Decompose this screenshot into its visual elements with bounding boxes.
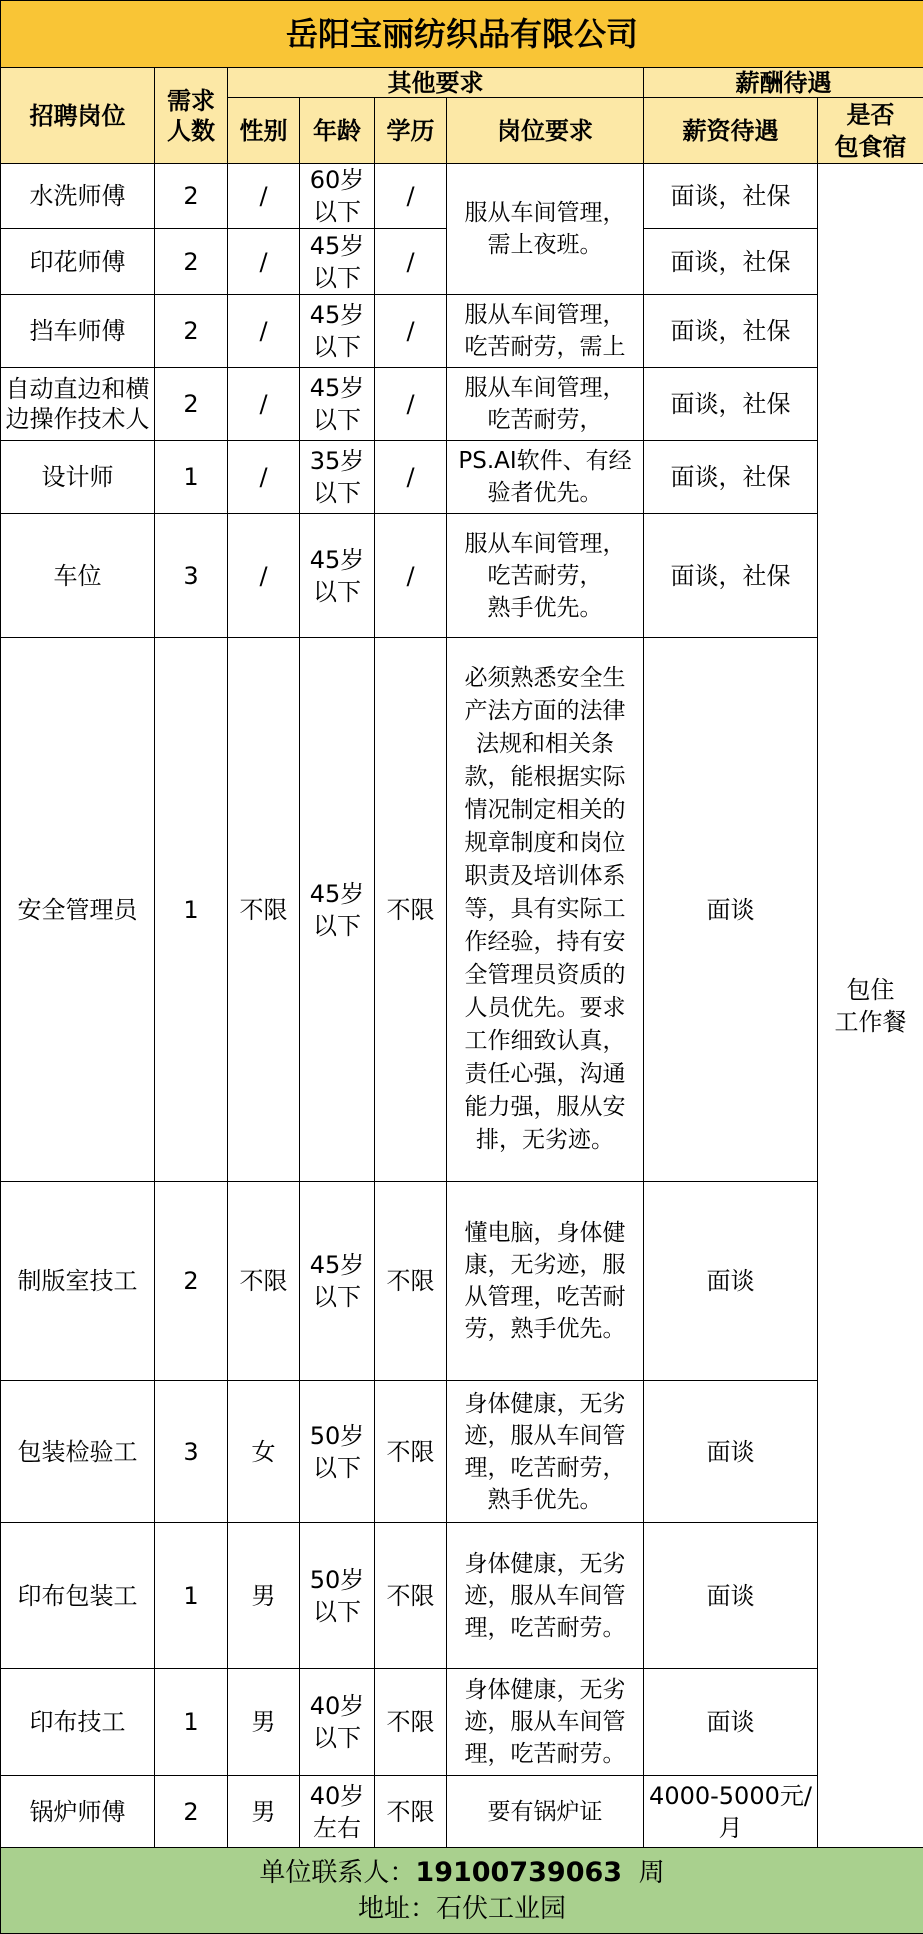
count-cell: 1 (155, 638, 228, 1182)
contact-line (5, 1855, 919, 1891)
gender-cell: / (228, 295, 300, 368)
header-requirements: 岗位要求 (447, 98, 644, 164)
salary-cell: 面谈，社保 (644, 295, 818, 368)
position-cell: 车位 (1, 514, 155, 638)
count-cell: 2 (155, 368, 228, 441)
table-row (1, 441, 923, 514)
education-cell: / (375, 164, 447, 229)
position-cell: 自动直边和横边操作技术人 (1, 368, 155, 441)
education-cell: / (375, 295, 447, 368)
count-cell: 2 (155, 164, 228, 229)
count-cell: 1 (155, 1669, 228, 1776)
gender-cell: / (228, 164, 300, 229)
position-cell: 制版室技工 (1, 1182, 155, 1381)
education-cell: 不限 (375, 1776, 447, 1848)
age-cell: 45岁 以下 (300, 514, 375, 638)
position-cell: 印布技工 (1, 1669, 155, 1776)
age-cell: 45岁 以下 (300, 295, 375, 368)
position-cell: 安全管理员 (1, 638, 155, 1182)
salary-cell: 面谈，社保 (644, 441, 818, 514)
header-row-1 (1, 68, 923, 98)
table-row (1, 1182, 923, 1381)
age-cell: 45岁 以下 (300, 1182, 375, 1381)
age-cell: 45岁 以下 (300, 368, 375, 441)
position-cell: 包装检验工 (1, 1381, 155, 1523)
salary-cell: 面谈，社保 (644, 514, 818, 638)
age-cell: 60岁 以下 (300, 164, 375, 229)
salary-cell: 面谈 (644, 1381, 818, 1523)
requirements-cell: 服从车间管理， 吃苦耐劳， 熟手优先。 (447, 514, 644, 638)
gender-cell: / (228, 368, 300, 441)
table-row (1, 514, 923, 638)
count-cell: 3 (155, 1381, 228, 1523)
education-cell: / (375, 229, 447, 295)
requirements-cell: 服从车间管理， 吃苦耐劳，需上 (447, 295, 644, 368)
position-cell: 印布包装工 (1, 1523, 155, 1669)
contact-phone: 19100739063 (415, 1857, 622, 1888)
header-pay-group: 薪酬待遇 (644, 68, 923, 98)
requirements-cell: 服从车间管理， 吃苦耐劳， (447, 368, 644, 441)
count-cell: 2 (155, 1776, 228, 1848)
gender-cell: 不限 (228, 638, 300, 1182)
requirements-cell: 身体健康，无劣迹，服从车间管理，吃苦耐劳。 (447, 1669, 644, 1776)
requirements-cell: PS.AI软件、有经 验者优先。 (447, 441, 644, 514)
header-other-requirements: 其他要求 (228, 68, 644, 98)
age-cell: 40岁 左右 (300, 1776, 375, 1848)
count-cell: 1 (155, 1523, 228, 1669)
salary-cell: 面谈 (644, 1523, 818, 1669)
requirements-cell: 身体健康，无劣迹，服从车间管理，吃苦耐劳，熟手优先。 (447, 1381, 644, 1523)
count-cell: 1 (155, 441, 228, 514)
table-row (1, 164, 923, 229)
contact-name: 周 (639, 1858, 665, 1888)
requirements-cell: 懂电脑，身体健康，无劣迹，服从管理，吃苦耐劳，熟手优先。 (447, 1182, 644, 1381)
gender-cell: / (228, 514, 300, 638)
header-salary: 薪资待遇 (644, 98, 818, 164)
salary-cell: 面谈 (644, 1669, 818, 1776)
requirements-cell: 要有锅炉证 (447, 1776, 644, 1848)
education-cell: / (375, 368, 447, 441)
gender-cell: 不限 (228, 1182, 300, 1381)
age-cell: 50岁 以下 (300, 1381, 375, 1523)
header-board: 是否 包食宿 (818, 98, 923, 164)
count-cell: 3 (155, 514, 228, 638)
position-cell: 印花师傅 (1, 229, 155, 295)
table-row (1, 1523, 923, 1669)
position-cell: 挡车师傅 (1, 295, 155, 368)
education-cell: 不限 (375, 1669, 447, 1776)
position-cell: 水洗师傅 (1, 164, 155, 229)
table-row (1, 1669, 923, 1776)
title-row (1, 1, 923, 68)
table-row (1, 1381, 923, 1523)
education-cell: / (375, 441, 447, 514)
salary-cell: 面谈，社保 (644, 229, 818, 295)
gender-cell: 男 (228, 1669, 300, 1776)
gender-cell: 男 (228, 1776, 300, 1848)
company-title: 岳阳宝丽纺织品有限公司 (1, 1, 923, 68)
gender-cell: / (228, 229, 300, 295)
salary-cell: 面谈 (644, 638, 818, 1182)
header-position: 招聘岗位 (1, 68, 155, 164)
header-count: 需求 人数 (155, 68, 228, 164)
age-cell: 40岁 以下 (300, 1669, 375, 1776)
address-line (5, 1891, 919, 1927)
contact-label: 单位联系人： (259, 1858, 415, 1888)
header-education: 学历 (375, 98, 447, 164)
contact-footer (1, 1848, 923, 1934)
table-row (1, 638, 923, 1182)
age-cell: 50岁 以下 (300, 1523, 375, 1669)
position-cell: 锅炉师傅 (1, 1776, 155, 1848)
age-cell: 35岁 以下 (300, 441, 375, 514)
address-label: 地址： (358, 1894, 436, 1924)
salary-cell: 面谈，社保 (644, 368, 818, 441)
count-cell: 2 (155, 295, 228, 368)
education-cell: 不限 (375, 1381, 447, 1523)
footer-row (1, 1848, 923, 1934)
salary-cell: 面谈 (644, 1182, 818, 1381)
salary-cell: 面谈，社保 (644, 164, 818, 229)
education-cell: 不限 (375, 638, 447, 1182)
education-cell: / (375, 514, 447, 638)
header-gender: 性别 (228, 98, 300, 164)
board-cell: 包住 工作餐 (818, 164, 923, 1848)
salary-cell: 4000-5000元/ 月 (644, 1776, 818, 1848)
age-cell: 45岁 以下 (300, 638, 375, 1182)
address-value: 石伏工业园 (436, 1894, 566, 1924)
position-cell: 设计师 (1, 441, 155, 514)
table-row (1, 295, 923, 368)
table-row (1, 368, 923, 441)
requirements-cell: 服从车间管理， 需上夜班。 (447, 164, 644, 295)
count-cell: 2 (155, 1182, 228, 1381)
age-cell: 45岁 以下 (300, 229, 375, 295)
gender-cell: 男 (228, 1523, 300, 1669)
education-cell: 不限 (375, 1182, 447, 1381)
count-cell: 2 (155, 229, 228, 295)
gender-cell: / (228, 441, 300, 514)
requirements-cell: 必须熟悉安全生产法方面的法律法规和相关条款，能根据实际情况制定相关的规章制度和岗位职责及培训体系等，具有实际工作经验，持有安全管理员资质的人员优先。要求工作细致认真，责任心强，沟通能力强，服从安排，无劣迹。 (447, 638, 644, 1182)
education-cell: 不限 (375, 1523, 447, 1669)
requirements-cell: 身体健康，无劣迹，服从车间管理，吃苦耐劳。 (447, 1523, 644, 1669)
table-row (1, 1776, 923, 1848)
gender-cell: 女 (228, 1381, 300, 1523)
header-age: 年龄 (300, 98, 375, 164)
